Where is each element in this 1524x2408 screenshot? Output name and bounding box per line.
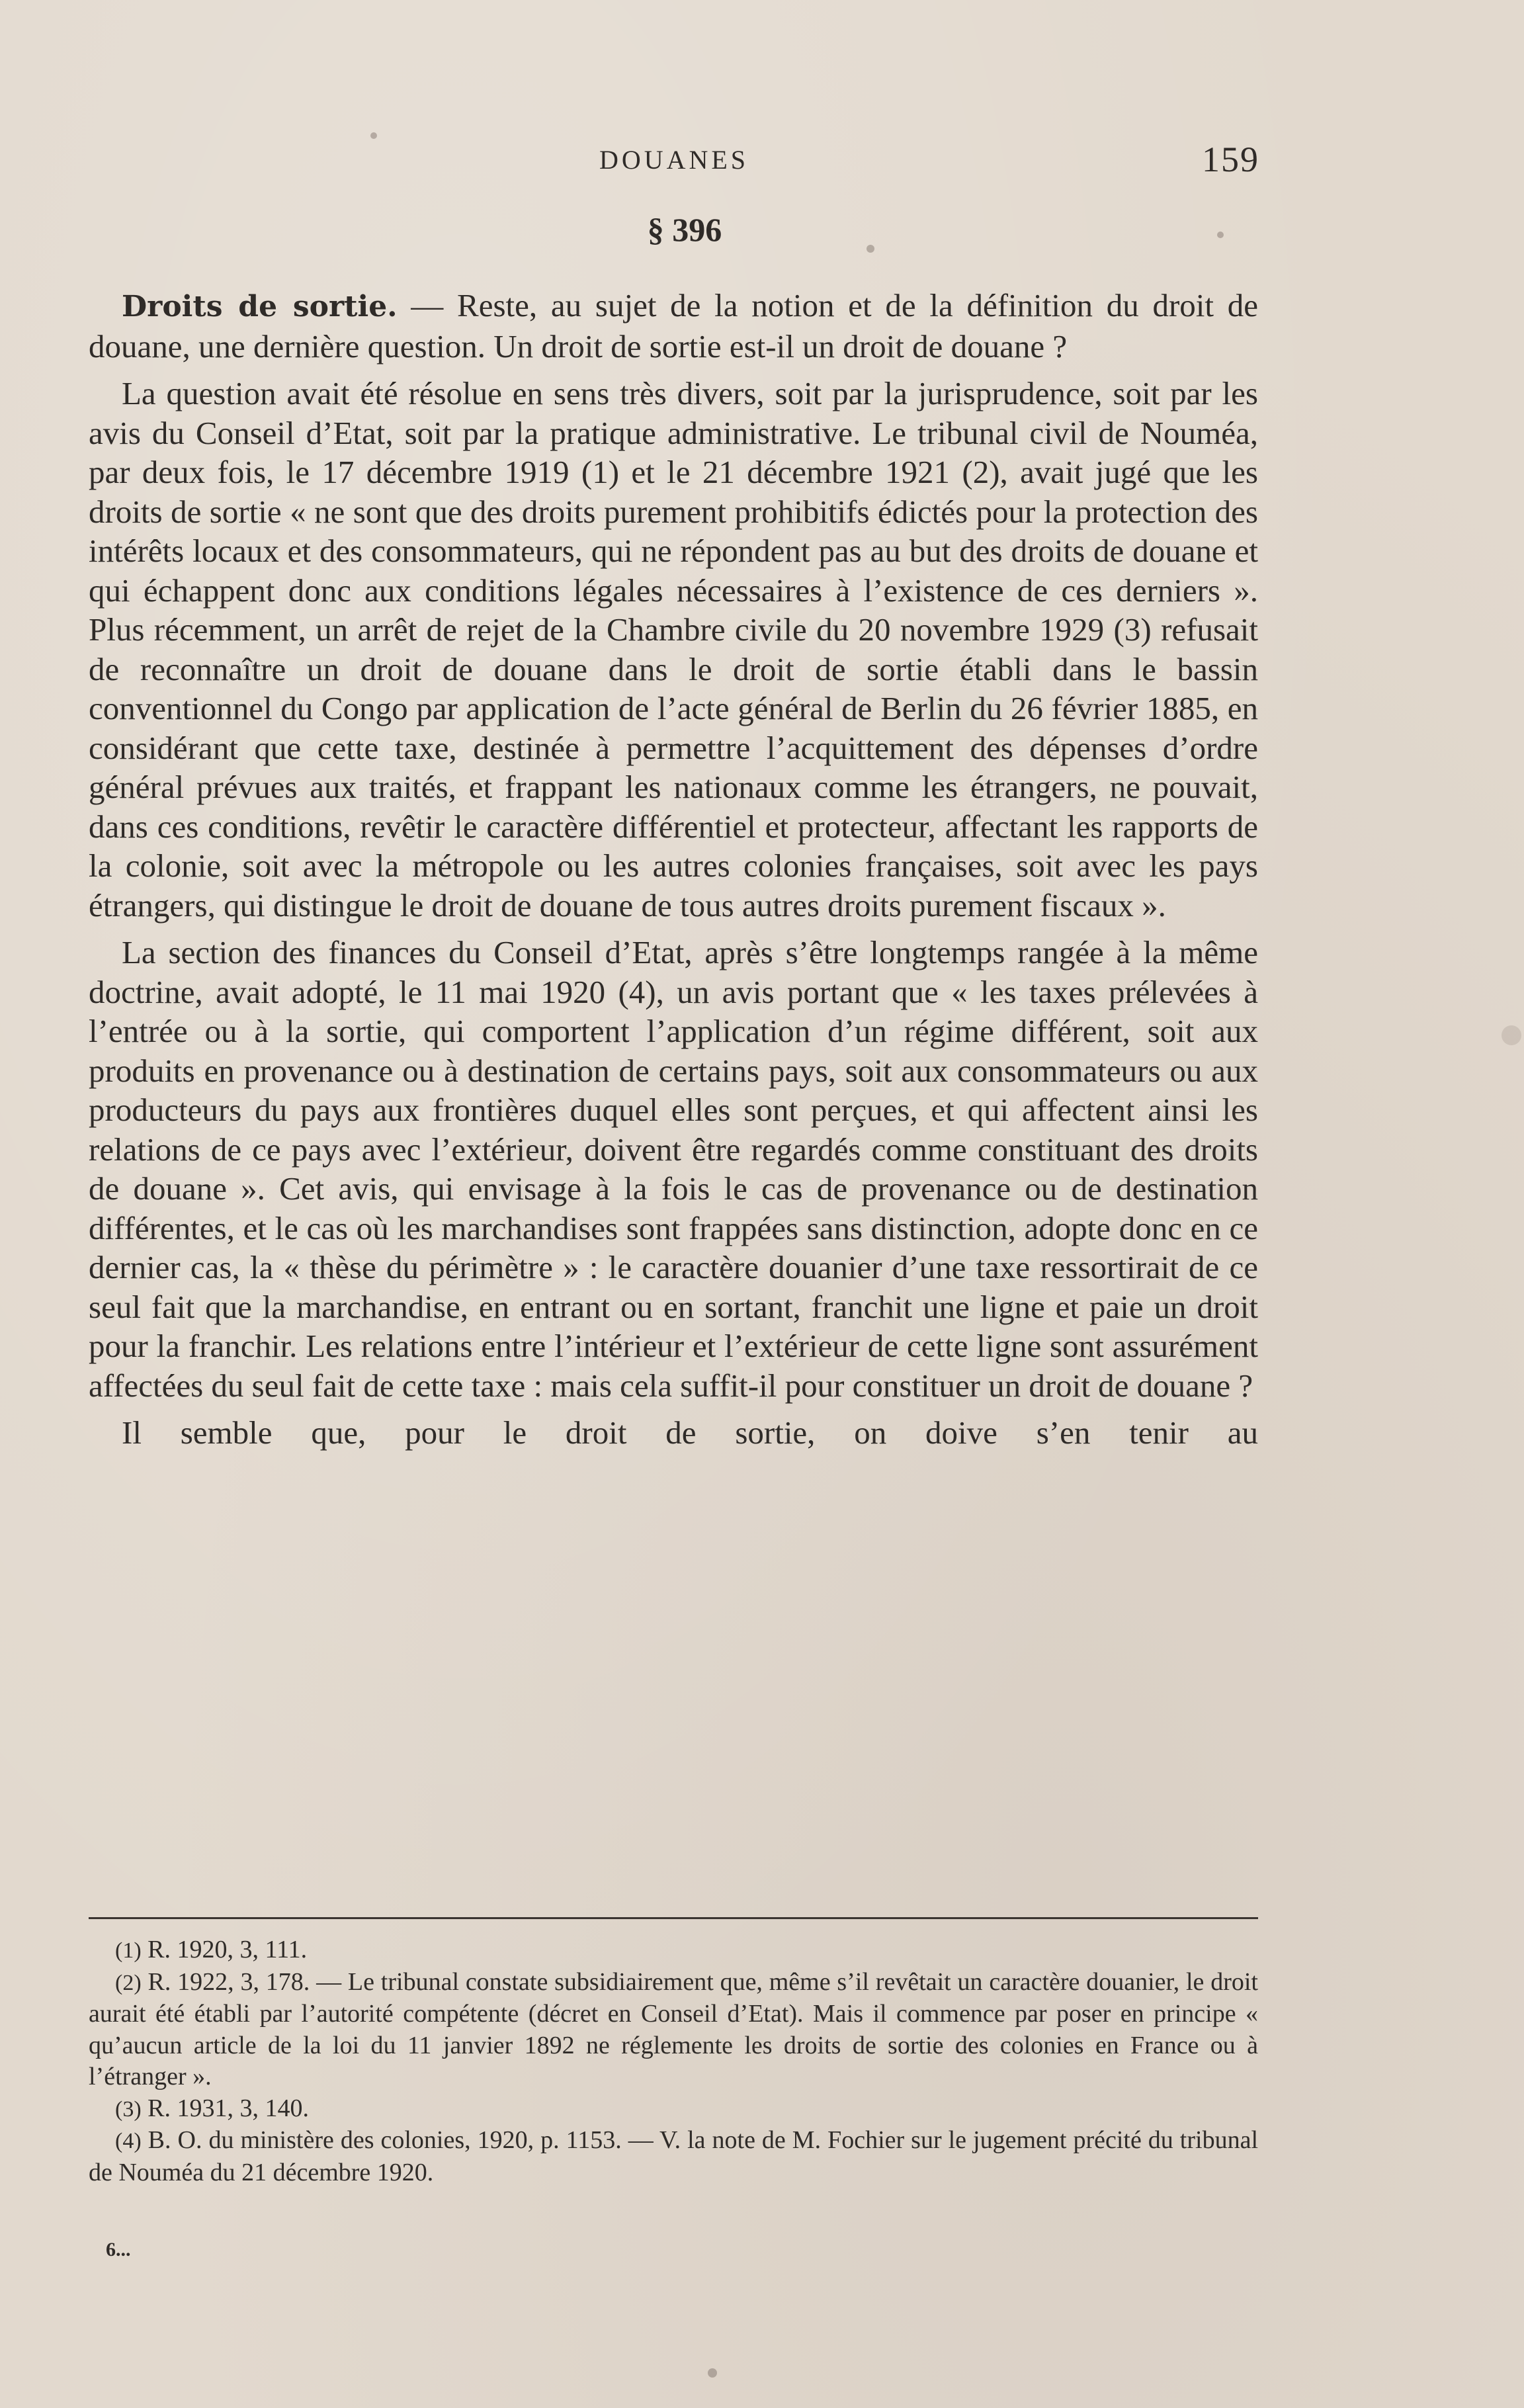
- signature-mark: 6...: [106, 2239, 131, 2260]
- paper-speck: [370, 132, 377, 139]
- footnote-mark: (3): [115, 2096, 142, 2122]
- footnote-text: R. 1931, 3, 140.: [141, 2094, 310, 2122]
- footnote-mark: (1): [115, 1938, 142, 1963]
- paragraph: [89, 286, 1258, 366]
- paragraph: La question avait été résolue en sens très divers, soit par la jurisprudence, soit par les avis du Conseil d’Etat, soit par la pratique administrative. Le tribunal civil de Nouméa, par deux fois, le 17 décembre 1919 (1) et le 21 décembre 1921 (2), avait jugé que les droits de sortie « ne sont que des droits purement prohibitifs édictés pour la protection des intérêts locaux et des consommateurs, qui ne répondent pas au but des droits de douane et qui échappent donc aux conditions légales nécessaires à l’existence de ces derniers ». Plus récemment, un arrêt de rejet de la Chambre civile du 20 novembre 1929 (3) refusait de reconnaître un droit de douane dans le droit de sortie établi dans le bassin conventionnel du Congo par application de l’acte général de Berlin du 26 février 1885, en considérant que cette taxe, destinée à permettre l’acquittement des dépenses d’ordre général prévues aux traités, et frappant les nationaux comme les étrangers, ne pouvait, dans ces conditions, revêtir le caractère différentiel et protecteur, affectant les rapports de la colonie, soit avec la métropole ou les autres colonies françaises, soit avec les pays étrangers, qui distingue le droit de douane de tous autres droits purement fiscaux ».: [89, 375, 1258, 924]
- body-text: [89, 286, 1258, 1461]
- paragraph: La section des finances du Conseil d’Etat, après s’être longtemps rangée à la même doctrine, avait adopté, le 11 mai 1920 (4), un avis portant que « les taxes prélevées à l’entrée ou à la sortie, qui comportent l’application d’un régime différent, soit aux produits en provenance ou à destination de certains pays, soit aux consommateurs ou aux producteurs du pays aux frontières duquel elles sont perçues, et qui affectent ainsi les relations de ce pays avec l’extérieur, doivent être regardés comme constituant des droits de douane ». Cet avis, qui envisage à la fois le cas de provenance ou de destination différentes, et le cas où les marchandises sont frappées sans distinction, adopte donc en ce dernier cas, la « thèse du périmètre » : le caractère douanier d’une taxe ressortirait de ce seul fait que la marchandise, en entrant ou en sortant, franchit une ligne et paie un droit pour la franchir. Les relations entre l’intérieur et l’extérieur de cette ligne sont assurément affectées du seul fait de cette taxe : mais cela suffit-il pour constituer un droit de douane ?: [89, 934, 1258, 1404]
- footnote-rule: [89, 1917, 1258, 1919]
- footnotes: [89, 1934, 1258, 2188]
- section-rubric: Droits de sortie.: [122, 290, 398, 323]
- footnote: [89, 2125, 1258, 2188]
- paragraph: Il semble que, pour le droit de sortie, on doive s’en tenir au: [122, 1414, 1258, 1451]
- paper-speck: [1502, 1025, 1521, 1045]
- running-title: DOUANES: [599, 145, 749, 175]
- footnote-mark: (4): [115, 2129, 142, 2153]
- footnote: [89, 2093, 1258, 2126]
- footnote-text: R. 1920, 3, 111.: [141, 1936, 308, 1963]
- footnote-mark: (2): [115, 1970, 142, 1995]
- footnote: [89, 1967, 1258, 2093]
- footnote-text: B. O. du ministère des colonies, 1920, p. 1153. — V. la note de M. Fochier sur le jugement précité du tribunal de Nouméa du 21 décembre 1920.: [89, 2126, 1258, 2186]
- page-number: 159: [1202, 140, 1259, 179]
- running-head: [89, 139, 1259, 185]
- paragraph-text: — Reste, au sujet de la notion et de la définition du droit de douane, une dernière question. Un droit de sortie est-il un droit de douane ?: [89, 287, 1258, 365]
- footnote-text: R. 1922, 3, 178. — Le tribunal constate subsidiairement que, même s’il revêtait un caractère douanier, le droit aurait été établi par l’autorité compétente (décret en Conseil d’Etat). Mais il commence par poser en principe « qu’aucun article de la loi du 11 janvier 1892 ne réglemente les droits de sortie des colonies en France ou à l’étranger ».: [89, 1967, 1258, 2090]
- section-number: § 396: [647, 211, 722, 248]
- footnote: [89, 1934, 1258, 1967]
- paper-speck: [708, 2368, 717, 2378]
